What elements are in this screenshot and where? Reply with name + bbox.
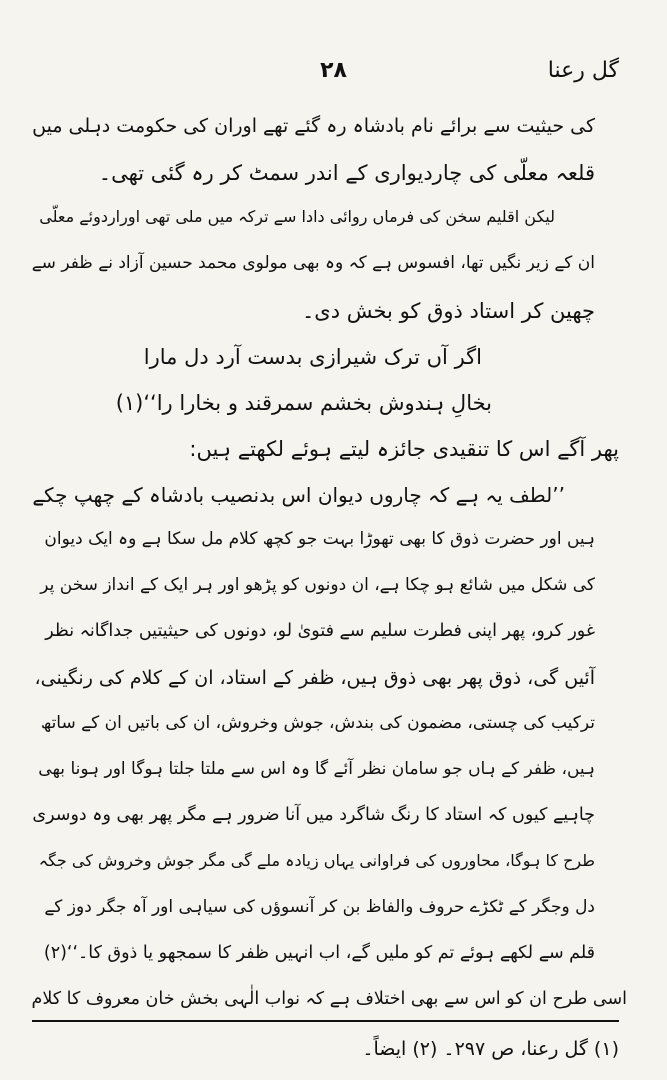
quote-line: غور کرو، پھر اپنی فطرت سلیم سے فتویٰ لو، دونوں کی حیثیتیں جداگانہ نظر — [45, 621, 595, 641]
quote-line: آئیں گی، ذوق پھر بھی ذوق ہیں، ظفر کے استاد، ان کے کلام کی رنگینی، — [34, 667, 595, 689]
text-line: کی حیثیت سے برائے نام بادشاہ رہ گئے تھے اوران کی حکومت دہلی میں — [32, 115, 595, 137]
text-line: لیکن اقلیم سخن کی فرماں روائی دادا سے ترکہ میں ملی تھی اوراردوئے معلّی — [39, 207, 555, 226]
running-header-title: گل رعنا — [547, 58, 619, 83]
quote-line: ہیں اور حضرت ذوق کا بھی تھوڑا بہت جو کچھ کلام مل سکا ہے وہ ایک دیوان — [44, 529, 595, 549]
quote-line: قلم سے لکھے ہوئے تم کو ملیں گے، اب انہیں ظفر کا سمجھو یا ذوق کا۔‘‘(۲) — [43, 943, 595, 963]
quote-line: دل وجگر کے ٹکڑے حروف والفاظ بن کر آنسوؤں کی سیاہی اور آہ جگر دوز کے — [44, 897, 595, 917]
text-line: قلعہ معلّی کی چاردیواری کے اندر سمٹ کر رہ گئی تھی۔ — [98, 161, 595, 185]
text-line: اسی طرح ان کو اس سے بھی اختلاف ہے کہ نواب الٰہی بخش خان معروف کا کلام — [31, 989, 627, 1009]
quote-line: ہیں، ظفر کے ہاں جو سامان نظر آئے گا وہ اس سے ملتا جلتا ہوگا اور ہونا بھی — [38, 759, 595, 779]
text-line: ان کے زیر نگیں تھا، افسوس ہے کہ وہ بھی مولوی محمد حسین آزاد نے ظفر سے — [31, 253, 595, 273]
verse-line: بخالِ ہندوش بخشم سمرقند و بخارا را‘‘(۱) — [115, 391, 492, 415]
quote-line: چاہیے کیوں کہ استاد کا رنگ شاگرد میں آنا ضرور ہے مگر پھر بھی وہ دوسری — [32, 805, 595, 825]
page-number: ۲۸ — [320, 58, 347, 83]
footnote-divider — [32, 1020, 619, 1022]
footnote-text: (۱) گل رعنا، ص ۲۹۷۔ (۲) ایضاً۔ — [362, 1038, 619, 1060]
quote-line: کی شکل میں شائع ہو چکا ہے، ان دونوں کو پڑھو اور ہر ایک کے انداز سخن پر — [40, 575, 595, 595]
text-line: پھر آگے اس کا تنقیدی جائزہ لیتے ہوئے لکھتے ہیں: — [189, 437, 619, 461]
text-line: چھین کر استاد ذوق کو بخش دی۔ — [301, 299, 595, 323]
quote-line: طرح کا ہوگا، محاوروں کی فراوانی یہاں زیادہ ملے گی مگر جوش وخروش کی جگہ — [38, 851, 595, 870]
verse-line: اگر آں ترک شیرازی بدست آرد دل مارا — [143, 345, 482, 369]
quote-line: ’’لطف یہ ہے کہ چاروں دیوان اس بدنصیب بادشاہ کے چھپ چکے — [32, 483, 565, 507]
quote-line: ترکیب کی چستی، مضمون کی بندش، جوش وخروش، ان کی باتیں ان کے ساتھ — [40, 713, 595, 733]
